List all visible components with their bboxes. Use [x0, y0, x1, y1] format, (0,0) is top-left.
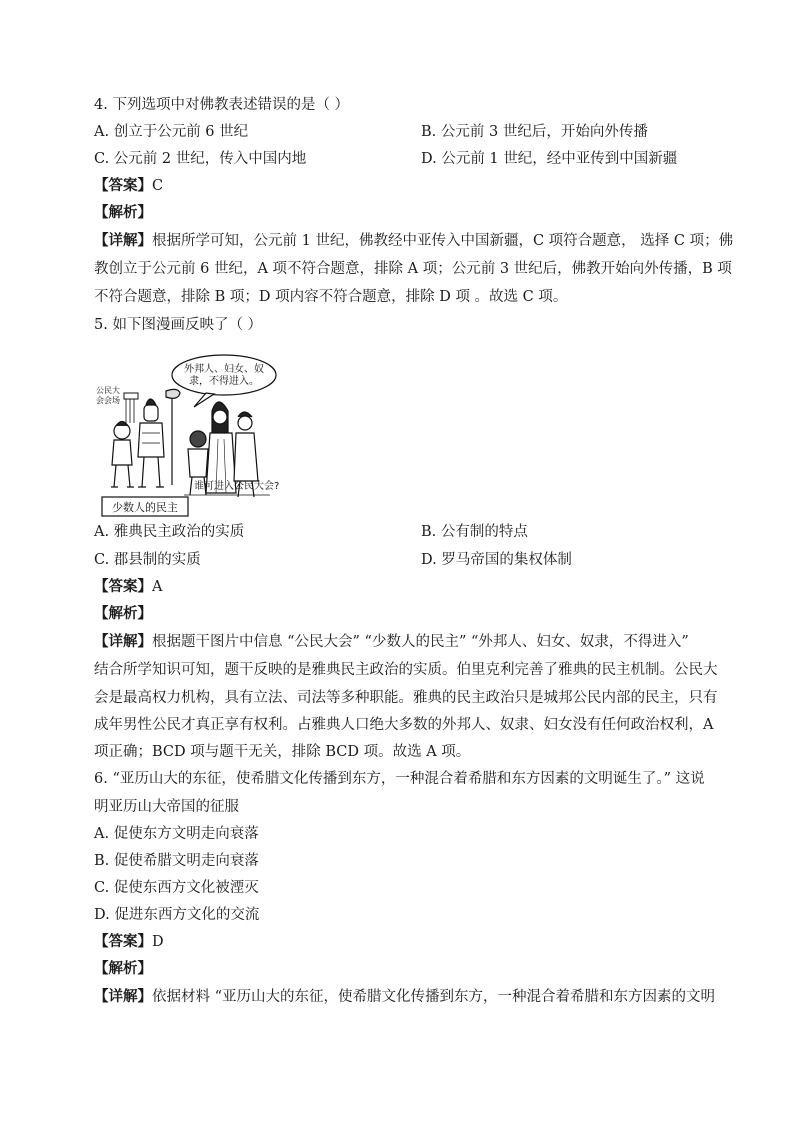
q5-cartoon — [94, 353, 286, 519]
answer-label: 【答案】 — [94, 177, 152, 194]
q4-option-b: B. 公元前 3 世纪后，开始向外传播 — [421, 124, 648, 140]
q5-detail-line-3: 会是最高权力机构，具有立法、司法等多种职能。雅典的民主政治只是城邦公民内部的民主，只有 — [94, 690, 718, 706]
q5-option-d: D. 罗马帝国的集权体制 — [421, 552, 572, 568]
woman-figure — [206, 402, 236, 493]
sign-line-1: 公民大 — [96, 386, 120, 395]
q5-stem: 5. 如下图漫画反映了（ ） — [94, 317, 263, 333]
answer-value: C — [152, 178, 164, 194]
q5-option-a: A. 雅典民主政治的实质 — [94, 524, 245, 540]
q5-option-b: B. 公有制的特点 — [421, 524, 528, 540]
comic-caption: 少数人的民主 — [112, 501, 178, 514]
speech-line-1: 外邦人、妇女、奴 — [184, 364, 264, 375]
sign-line-2: 会会场 — [96, 396, 120, 405]
answer-value: A — [152, 579, 163, 595]
q5-answer — [94, 577, 162, 597]
q6-option-d: D. 促进东西方文化的交流 — [94, 907, 260, 923]
speech-bubble — [172, 355, 276, 407]
q4-option-a: A. 创立于公元前 6 世纪 — [94, 124, 249, 140]
detail-text: 根据题干图片中信息 “公民大会” “少数人的民主” “外邦人、妇女、奴隶，不得进入” — [152, 634, 689, 650]
q6-option-c: C. 促使东西方文化被湮灭 — [94, 880, 259, 896]
detail-label: 【详解】 — [94, 988, 152, 1005]
q4-analysis-label: 【解析】 — [94, 204, 152, 221]
q6-option-a: A. 促使东方文明走向衰落 — [94, 826, 259, 842]
q5-analysis-label: 【解析】 — [94, 605, 152, 622]
q4-detail-line-2: 教创立于公元前 6 世纪，A 项不符合题意，排除 A 项；公元前 3 世纪后，佛教开始向外传播，B 项 — [94, 261, 732, 277]
answer-value: D — [152, 934, 164, 950]
q6-detail-line-1 — [94, 987, 715, 1007]
q4-answer — [94, 176, 163, 196]
q5-detail-line-1 — [94, 632, 689, 652]
q4-detail-line-1 — [94, 231, 733, 251]
comic-question: 谁可进入公民大会? — [194, 481, 280, 492]
detail-text: 依据材料 “亚历山大的东征，使希腊文化传播到东方，一种混合着希腊和东方因素的文明 — [152, 989, 716, 1005]
answer-label: 【答案】 — [94, 578, 152, 595]
assembly-sign — [96, 385, 120, 405]
q5-detail-line-4: 成年男性公民才真正享有权利。占雅典人口绝大多数的外邦人、奴隶、妇女没有任何政治权利，A — [94, 717, 714, 733]
q6-stem-line-1: 6. “亚历山大的东征，使希腊文化传播到东方，一种混合着希腊和东方因素的文明诞生了。” 这说 — [94, 771, 705, 787]
q4-option-c: C. 公元前 2 世纪，传入中国内地 — [94, 151, 307, 167]
q5-detail-line-5: 项正确；BCD 项与题干无关，排除 BCD 项。故选 A 项。 — [94, 744, 471, 760]
detail-label: 【详解】 — [94, 633, 152, 650]
column-icon — [124, 393, 138, 423]
comic-caption-box — [102, 497, 188, 516]
q6-analysis-label: 【解析】 — [94, 960, 152, 977]
soldier-figure — [138, 389, 180, 487]
q5-detail-line-2: 结合所学知识可知，题干反映的是雅典民主政治的实质。伯里克利完善了雅典的民主机制。公民大 — [94, 662, 718, 678]
q4-stem: 4. 下列选项中对佛教表述错误的是（ ） — [94, 97, 350, 113]
q4-option-d: D. 公元前 1 世纪，经中亚传到中国新疆 — [421, 151, 678, 167]
speech-line-2: 隶，不得进入。 — [189, 376, 259, 387]
q6-stem-line-2: 明亚历山大帝国的征服 — [94, 799, 239, 815]
detail-text: 根据所学可知，公元前 1 世纪，佛教经中亚传入中国新疆，C 项符合题意， 选择 C 项；佛 — [152, 233, 734, 249]
q5-option-c: C. 郡县制的实质 — [94, 552, 201, 568]
q6-option-b: B. 促使希腊文明走向衰落 — [94, 853, 259, 869]
guard-figure — [111, 422, 134, 488]
answer-label: 【答案】 — [94, 933, 152, 950]
q4-detail-line-3: 不符合题意，排除 B 项；D 项内容不符合题意，排除 D 项 。故选 C 项。 — [94, 289, 568, 305]
q6-answer — [94, 932, 164, 952]
detail-label: 【详解】 — [94, 232, 152, 249]
